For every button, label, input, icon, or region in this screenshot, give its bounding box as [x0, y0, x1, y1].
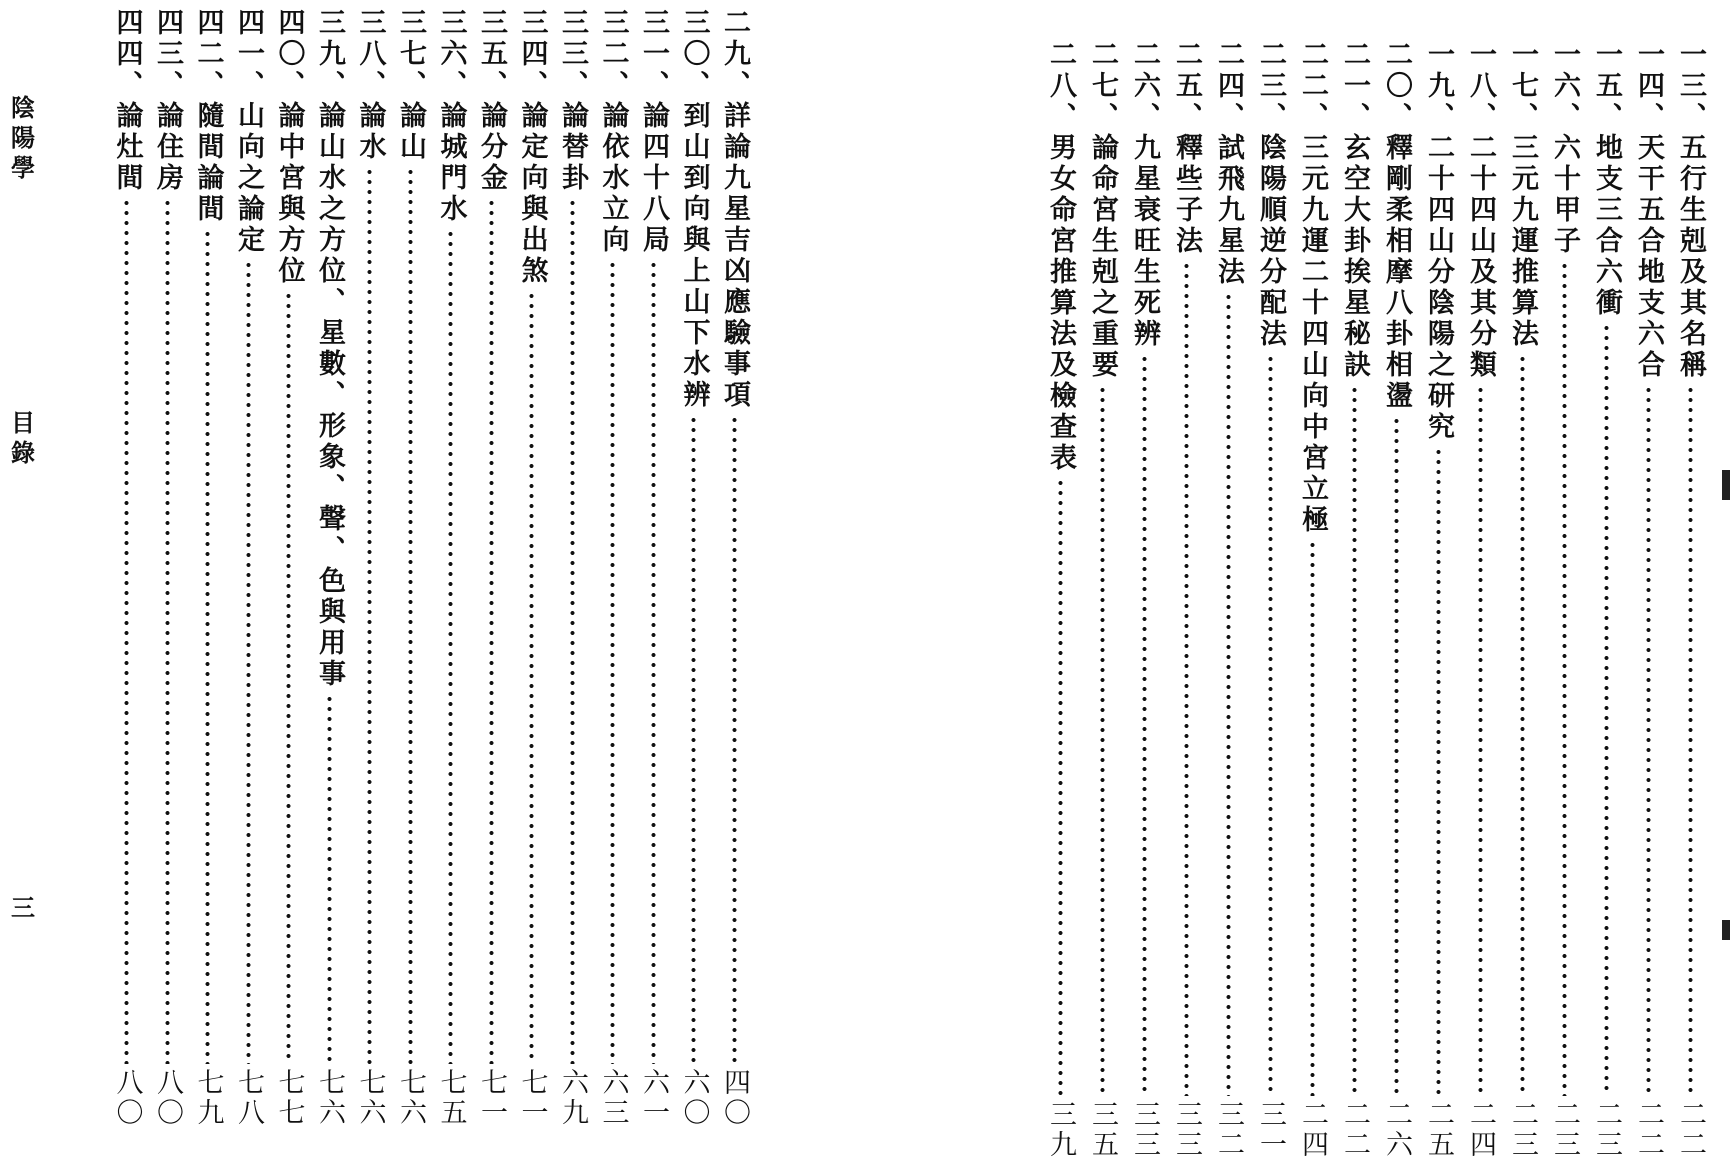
- right-page: [866, 0, 1732, 1170]
- toc-entry-page: 二三: [1591, 1100, 1622, 1160]
- toc-entry-text: [554, 8, 590, 194]
- toc-entry-page: 七七: [273, 1068, 305, 1128]
- toc-entry-number: 一四: [1633, 40, 1664, 102]
- left-page: [0, 0, 780, 1170]
- toc-entry: [635, 8, 671, 1128]
- toc-entry-number: 四一: [233, 8, 264, 70]
- toc-entry-text: [1504, 40, 1540, 350]
- toc-entry-title: 五行生剋及其名稱: [1675, 133, 1706, 381]
- toc-entry-separator: 、: [557, 70, 588, 101]
- toc-entry-separator: 、: [516, 70, 548, 101]
- toc-entry: [1630, 40, 1666, 1160]
- toc-entry-page: 三一: [1255, 1100, 1286, 1160]
- toc-entry-title: 三元九運推算法: [1507, 133, 1538, 350]
- toc-entry-page: 三二: [1213, 1100, 1244, 1160]
- toc-entry-number: 二五: [1171, 40, 1202, 102]
- toc-entry: [1084, 40, 1120, 1160]
- toc-entry: [392, 8, 428, 1128]
- toc-entry-text: [109, 8, 145, 194]
- toc-entry-text: [716, 8, 752, 411]
- dot-leader: [1478, 385, 1483, 1096]
- toc-entry: [1294, 40, 1330, 1160]
- toc-entry-page: 二二: [1675, 1100, 1706, 1160]
- toc-entry-number: 三一: [638, 8, 669, 70]
- toc-entry: [149, 8, 185, 1128]
- toc-entry: [595, 8, 631, 1128]
- toc-entry-separator: 、: [1297, 102, 1328, 133]
- toc-entry-title: 詳論九星吉凶應驗事項: [719, 101, 750, 411]
- toc-entry-title: 試飛九星法: [1213, 133, 1244, 288]
- toc-entry-page: 七一: [476, 1068, 507, 1128]
- toc-entry-page: 二二: [1339, 1100, 1370, 1160]
- toc-entry-page: 七一: [516, 1068, 548, 1128]
- toc-entry: [554, 8, 590, 1128]
- dot-leader: [286, 291, 291, 1064]
- dot-leader: [205, 229, 210, 1064]
- toc-entry: [271, 8, 307, 1128]
- dot-leader: [529, 291, 534, 1064]
- toc-entry-page: 四〇: [719, 1068, 750, 1128]
- dot-leader: [448, 229, 453, 1064]
- dot-leader: [732, 415, 737, 1064]
- edge-mark: [1722, 920, 1730, 940]
- running-title: [6, 95, 36, 185]
- toc-entry-number: 三三: [557, 8, 588, 70]
- toc-entry-separator: 、: [1465, 102, 1496, 133]
- toc-entry-page: 二四: [1465, 1100, 1496, 1160]
- toc-entry-page: 七六: [354, 1068, 386, 1128]
- toc-entry-text: [1378, 40, 1414, 412]
- toc-entry-number: 二四: [1213, 40, 1244, 102]
- dot-leader: [1604, 323, 1609, 1096]
- toc-entry: [676, 8, 712, 1128]
- page-number-text: 三: [6, 895, 36, 925]
- toc-entry-title: 釋剛柔相摩八卦相盪: [1381, 133, 1412, 412]
- toc-entry-number: 一三: [1675, 40, 1706, 102]
- toc-entry-separator: 、: [435, 70, 467, 101]
- toc-entry-page: 六一: [638, 1068, 669, 1128]
- running-title-text: 陰陽學: [6, 95, 36, 185]
- toc-entry-text: [230, 8, 266, 256]
- toc-entry: [433, 8, 469, 1128]
- toc-entry-separator: 、: [1675, 102, 1706, 133]
- dot-leader: [1142, 354, 1147, 1096]
- toc-entry-page: 七六: [314, 1068, 345, 1128]
- toc-entry-separator: 、: [314, 70, 345, 101]
- toc-entry-page: 三五: [1087, 1100, 1118, 1160]
- toc-entry: [716, 8, 752, 1128]
- dot-leader: [327, 694, 332, 1064]
- toc-entry-number: 二九: [719, 8, 750, 70]
- toc-entry-title: 論依水立向: [597, 101, 629, 256]
- toc-entry-page: 三三: [1129, 1100, 1160, 1160]
- toc-entry-text: [1126, 40, 1162, 350]
- dot-leader: [124, 198, 129, 1064]
- toc-entry: [514, 8, 550, 1128]
- toc-entry-number: 三六: [435, 8, 467, 70]
- toc-entry-separator: 、: [1381, 102, 1412, 133]
- toc-entry: [1042, 40, 1078, 1160]
- dot-leader: [246, 260, 251, 1064]
- toc-entry-text: [311, 8, 347, 690]
- toc-entry-text: [1294, 40, 1330, 536]
- dot-leader: [165, 198, 170, 1064]
- dot-leader: [570, 198, 575, 1064]
- toc-entry-text: [676, 8, 712, 411]
- toc-entry: [1420, 40, 1456, 1160]
- toc-entry-title: 二十四山及其分類: [1465, 133, 1496, 381]
- toc-entry-text: [1630, 40, 1666, 381]
- toc-entry: [1378, 40, 1414, 1160]
- dot-leader: [1520, 354, 1525, 1096]
- toc-entry-title: 論灶間: [111, 101, 143, 194]
- toc-entry-number: 四四: [111, 8, 143, 70]
- toc-entry-title: 天干五合地支六合: [1633, 133, 1664, 381]
- dot-leader: [1268, 354, 1273, 1096]
- toc-entry-page: 二三: [1549, 1100, 1580, 1160]
- toc-entry-text: [1042, 40, 1078, 474]
- toc-entry-separator: 、: [678, 70, 710, 101]
- toc-entry-title: 論四十八局: [638, 101, 669, 256]
- toc-entry-number: 三九: [314, 8, 345, 70]
- toc-entry-text: [392, 8, 428, 163]
- dot-leader: [1562, 261, 1567, 1096]
- toc-entry-title: 到山到向與上山下水辨: [678, 101, 710, 411]
- toc-entry: [1462, 40, 1498, 1160]
- toc-entry-title: 山向之論定: [233, 101, 264, 256]
- dot-leader: [651, 260, 656, 1064]
- toc-entry-number: 四二: [192, 8, 224, 70]
- toc-entry-title: 陰陽順逆分配法: [1255, 133, 1286, 350]
- toc-entry-separator: 、: [1339, 102, 1370, 133]
- dot-leader: [1100, 385, 1105, 1096]
- toc-entry-text: [635, 8, 671, 256]
- toc-entry: [1336, 40, 1372, 1160]
- toc-entry-text: [1252, 40, 1288, 350]
- toc-entry-separator: 、: [1213, 102, 1244, 133]
- toc-entry-page: 七六: [395, 1068, 426, 1128]
- toc-entry-title: 九星衰旺生死辨: [1129, 133, 1160, 350]
- toc-entry-text: [1084, 40, 1120, 381]
- toc-entry-title: 地支三合六衝: [1591, 133, 1622, 319]
- toc-entry: [230, 8, 266, 1128]
- section-title: [6, 410, 36, 470]
- toc-entry-title: 論住房: [152, 101, 183, 194]
- toc-entry-title: 二十四山分陰陽之研究: [1423, 133, 1454, 443]
- toc-entry-text: [1588, 40, 1624, 319]
- dot-leader: [367, 167, 372, 1064]
- toc-entry-page: 二二: [1633, 1100, 1664, 1160]
- toc-entry-separator: 、: [395, 70, 426, 101]
- toc-entry-title: 三元九運二十四山向中宮立極: [1297, 133, 1328, 536]
- toc-entry-text: [271, 8, 307, 287]
- toc-entry-page: 二四: [1297, 1100, 1328, 1160]
- toc-entry-title: 論命宮生剋之重要: [1087, 133, 1118, 381]
- toc-entry-separator: 、: [192, 70, 224, 101]
- toc-entry-text: [473, 8, 509, 194]
- dot-leader: [1352, 385, 1357, 1096]
- toc-entry: [311, 8, 347, 1128]
- dot-leader: [1226, 292, 1231, 1096]
- toc-entry-number: 二六: [1129, 40, 1160, 102]
- toc-entry-number: 二一: [1339, 40, 1370, 102]
- toc-entry-text: [190, 8, 226, 225]
- toc-entry-title: 玄空大卦挨星秘訣: [1339, 133, 1370, 381]
- toc-entry-number: 二三: [1255, 40, 1286, 102]
- toc-entry-separator: 、: [719, 70, 750, 101]
- toc-entry: [1252, 40, 1288, 1160]
- toc-entry-text: [1336, 40, 1372, 381]
- dot-leader: [610, 260, 615, 1064]
- toc-entry-page: 六九: [557, 1068, 588, 1128]
- toc-entry-page: 六〇: [678, 1068, 710, 1128]
- dot-leader: [1646, 385, 1651, 1096]
- toc-entry-page: 八〇: [111, 1068, 143, 1128]
- toc-entry-title: 論中宮與方位: [273, 101, 305, 287]
- toc-entry-page: 二五: [1423, 1100, 1454, 1160]
- toc-entry: [1168, 40, 1204, 1160]
- toc-entry-number: 二八: [1045, 40, 1076, 102]
- toc-entry-separator: 、: [1591, 102, 1622, 133]
- toc-entry-separator: 、: [1087, 102, 1118, 133]
- dot-leader: [1394, 416, 1399, 1096]
- toc-entry-page: 三三: [1171, 1100, 1202, 1160]
- toc-entry-text: [1210, 40, 1246, 288]
- toc-entry-text: [433, 8, 469, 225]
- toc-entry-title: 男女命宮推算法及檢查表: [1045, 133, 1076, 474]
- toc-entry-number: 三二: [597, 8, 629, 70]
- dot-leader: [1436, 447, 1441, 1096]
- toc-entry-title: 論定向與出煞: [516, 101, 548, 287]
- toc-entry-page: 七八: [233, 1068, 264, 1128]
- toc-entry-text: [514, 8, 550, 287]
- toc-entry-separator: 、: [597, 70, 629, 101]
- toc-entry-separator: 、: [1045, 102, 1076, 133]
- toc-entry-separator: 、: [1549, 102, 1580, 133]
- toc-entry-title: 論分金: [476, 101, 507, 194]
- toc-entry-title: 隨間論間: [192, 101, 224, 225]
- toc-entry-title: 六十甲子: [1549, 133, 1580, 257]
- toc-entry-title: 釋些子法: [1171, 133, 1202, 257]
- toc-entry-number: 一七: [1507, 40, 1538, 102]
- dot-leader: [691, 415, 696, 1064]
- toc-entry: [1504, 40, 1540, 1160]
- toc-entry-title: 論水: [354, 101, 386, 163]
- toc-entry-number: 三七: [395, 8, 426, 70]
- toc-entry-separator: 、: [1423, 102, 1454, 133]
- toc-entry-number: 一九: [1423, 40, 1454, 102]
- toc-entry-separator: 、: [476, 70, 507, 101]
- toc-entry-title: 論城門水: [435, 101, 467, 225]
- toc-entry-number: 三五: [476, 8, 507, 70]
- dot-leader: [489, 198, 494, 1064]
- toc-entry-separator: 、: [638, 70, 669, 101]
- dot-leader: [1184, 261, 1189, 1096]
- toc-entry: [473, 8, 509, 1128]
- toc-entry-text: [149, 8, 185, 194]
- toc-entry-number: 一五: [1591, 40, 1622, 102]
- toc-entry: [109, 8, 145, 1128]
- toc-entry: [1210, 40, 1246, 1160]
- toc-entry-separator: 、: [1507, 102, 1538, 133]
- toc-entry-separator: 、: [273, 70, 305, 101]
- toc-entry-number: 二〇: [1381, 40, 1412, 102]
- toc-entry-number: 三四: [516, 8, 548, 70]
- toc-entry-page: 八〇: [152, 1068, 183, 1128]
- dot-leader: [1058, 478, 1063, 1096]
- toc-entry-number: 三八: [354, 8, 386, 70]
- toc-entry-page: 七五: [435, 1068, 467, 1128]
- edge-mark: [1722, 470, 1730, 500]
- toc-entry-separator: 、: [354, 70, 386, 101]
- toc-entry-text: [1168, 40, 1204, 257]
- toc-entry-separator: 、: [1171, 102, 1202, 133]
- toc-entry-title: 論山: [395, 101, 426, 163]
- toc-entry-page: 二六: [1381, 1100, 1412, 1160]
- toc-entry-separator: 、: [233, 70, 264, 101]
- dot-leader: [408, 167, 413, 1064]
- toc-entry-text: [1672, 40, 1708, 381]
- toc-entry-number: 一八: [1465, 40, 1496, 102]
- toc-entry-text: [352, 8, 388, 163]
- toc-entry-separator: 、: [152, 70, 183, 101]
- toc-entry-number: 三〇: [678, 8, 710, 70]
- toc-entry: [1672, 40, 1708, 1160]
- toc-entry-title: 論替卦: [557, 101, 588, 194]
- dot-leader: [1310, 540, 1315, 1096]
- toc-entry-page: 三九: [1045, 1100, 1076, 1160]
- toc-entry-text: [1546, 40, 1582, 257]
- toc-entry-number: 二七: [1087, 40, 1118, 102]
- toc-entry-separator: 、: [1633, 102, 1664, 133]
- toc-entry-separator: 、: [1129, 102, 1160, 133]
- dot-leader: [1688, 385, 1693, 1096]
- toc-entry-text: [1462, 40, 1498, 381]
- toc-entry: [190, 8, 226, 1128]
- toc-entry: [1588, 40, 1624, 1160]
- toc-entry-number: 一六: [1549, 40, 1580, 102]
- toc-entry: [352, 8, 388, 1128]
- toc-entry-number: 四三: [152, 8, 183, 70]
- toc-entry-title: 論山水之方位、星數、形象、聲、色與用事: [314, 101, 345, 690]
- toc-entry-page: 六三: [597, 1068, 629, 1128]
- toc-entry-separator: 、: [111, 70, 143, 101]
- toc-entry-number: 二二: [1297, 40, 1328, 102]
- section-title-text: 目錄: [6, 410, 36, 470]
- toc-entry: [1546, 40, 1582, 1160]
- toc-entry: [1126, 40, 1162, 1160]
- toc-entry-separator: 、: [1255, 102, 1286, 133]
- toc-entry-page: 七九: [192, 1068, 224, 1128]
- toc-entry-page: 二三: [1507, 1100, 1538, 1160]
- toc-entry-number: 四〇: [273, 8, 305, 70]
- page-number: [6, 895, 36, 925]
- toc-entry-text: [1420, 40, 1456, 443]
- toc-entry-text: [595, 8, 631, 256]
